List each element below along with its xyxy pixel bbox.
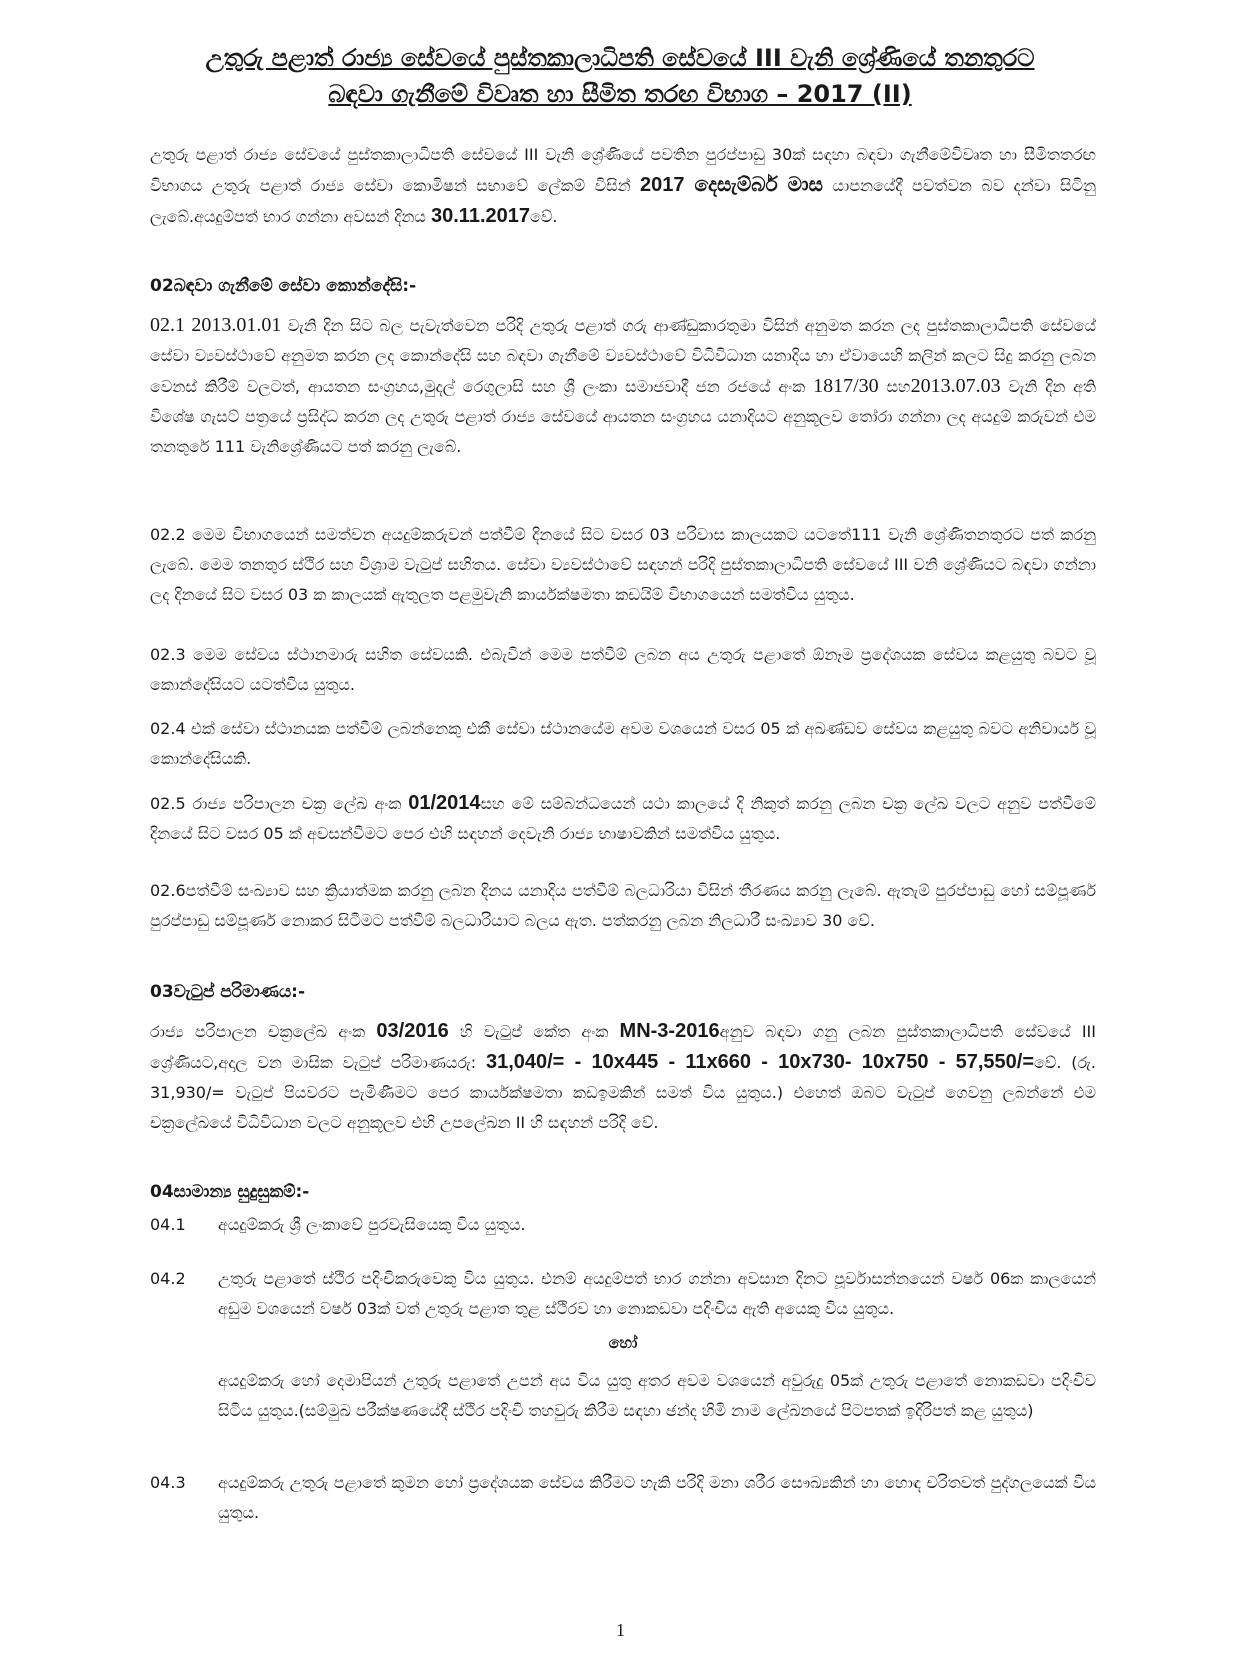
para-02-5 bbox=[150, 788, 1096, 849]
salary-text-a: රාජ්‍ය පරිපාලන චක්‍රලේඛ අංක bbox=[150, 1022, 366, 1041]
item-04-2-text: උතුරු පළාතේ ස්ථිර පදිංචිකරුවෙකු විය යුතුය. එනම් අයදුම්පත් භාර ගන්නා අවසාන දිනට පූර්වාසන්නයෙන් වර්ෂ 06ක කාලයෙන් අඩුම වශයෙන් වර්ෂ 03ක් වත් උතුරු පළාත තුළ ස්ථිරව හා නොකඩවා පදිංචිය ඇති අයෙකු විය යුතුය. bbox=[218, 1269, 1096, 1318]
section-4-heading: 04සාමාන්‍ය සුදුසුකම්:- bbox=[150, 1182, 310, 1202]
intro-text-e: වේ. bbox=[530, 207, 558, 226]
or-separator: හෝ bbox=[608, 1333, 638, 1352]
para-02-3: 02.3 මෙම සේවය ස්ථානමාරු සහිත සේවයකි. එබැවින් මෙම පත්වීම් ලබන අය උතුරු පළාතේ ඕනෑම ප්‍රදේශයක සේවය කළයුතු බවට වූ කොන්දේසියට යටත්විය යුතුය. bbox=[150, 645, 1096, 694]
intro-text-c: යාපනයේදී පවත්වන බව දන්වා සිටිනු ලැබේ.අයදුම්පත් භාර ගන්නා අවසන් දිනය bbox=[150, 176, 1097, 226]
para-02-6: 02.6පත්වීම් සංඛ්‍යාව සහ ක්‍රියාත්මක කරනු ලබන දිනය යනාදිය පත්වීම් බලධාරියා විසින් තීරණය කරනු ලැබේ. ඇතැම් පුරප්පාඩු හෝ සම්පූර්ණ පුරප්පාඩු සම්පූර්ණ නොකර සිටීමට පත්වීම් බලධාරියාට බලය ඇත. පත්කරනු ලබන නිලධාරී සංඛ්‍යාව 30 වේ. bbox=[150, 881, 1096, 930]
para-02-1 bbox=[150, 310, 1096, 462]
section-2-heading: 02බඳවා ගැනීමේ සේවා කොන්දේසි:- bbox=[150, 276, 417, 296]
document-title-line2: බඳවා ගැනීමේ විවෘත හා සීමිත තරඟ විභාග – 2017 (II) bbox=[328, 80, 912, 108]
para-02-1-and: සහ bbox=[886, 377, 911, 396]
item-04-3-number: 04.3 bbox=[150, 1473, 186, 1492]
salary-code: MN-3-2016 bbox=[619, 1020, 720, 1042]
page-number: 1 bbox=[616, 1620, 625, 1640]
item-04-1-number: 04.1 bbox=[150, 1215, 186, 1234]
gazette-number: 1817/30 bbox=[813, 375, 879, 397]
document-title-line1: උතුරු පළාත් රාජ්‍ය සේවයේ පුස්තකාලාධිපති සේවයේ III වැනි ශ්‍රේණියේ තනතුරට bbox=[205, 44, 1035, 72]
salary-text-c: හි වැටුප් කේත අංක bbox=[459, 1022, 609, 1041]
para-02-1-text: වැනි දින සිට බල පැවැත්වෙන පරිදි උතුරු පළාත් ගරු ආණ්ඩුකාරතුමා විසින් අනුමත කරන ලද පුස්තකාලාධිපති සේවයේ සේවා ව්‍යවස්ථාවේ අනුමත කරන ලද කොන්දේසි සහ බඳවා ගැනීමේ ව්‍යවස්ථාවේ විධිවිධාන යනාදිය හා ඒවායෙහි කලින් කලට සිදු කරනු ලබන වෙනස් කිරීම් වලටත්, ආයතන සංග්‍රහය,මුදල් රෙගුලාසි සහ ශ්‍රී ලංකා සමාජවාදී ජන රජයේ අංක bbox=[150, 316, 1096, 396]
gazette-date: 2013.07.03 bbox=[910, 375, 1001, 397]
intro-text-a: උතුරු පළාත් රාජ්‍ය සේවයේ පුස්තකාලාධිපති සේවයේ III වැනි ශ්‍රේණියේ පවතින පුරප්පාඩු 30ක් සඳහා බඳවා ගැනීමේවිවෘත හා සීමිතතරඟ විභාගය උතුරු පළාත් රාජ්‍ය සේවා කොමිෂන් සභාවේ ලේකම් විසින් bbox=[150, 145, 1096, 195]
item-04-1-text: අයදුම්කරු ශ්‍රී ලංකාවේ පුරවැසියෙකු විය යුතුය. bbox=[218, 1215, 526, 1234]
salary-scale: 31,040/= - 10x445 - 11x660 - 10x730- 10x750 - 57,550/= bbox=[485, 1051, 1035, 1073]
exam-month: 2017 දෙසැම්බර් මාස bbox=[640, 174, 823, 196]
item-04-3-text: අයදුම්කරු උතුරු පළාතේ කුමන හෝ ප්‍රදේශයක සේවය කිරීමට හැකි පරිදි මනා ශරීර සෞඛ්‍යකින් හා හොඳ චරිතවත් පුද්ගලයෙක් විය යුතුය. bbox=[218, 1473, 1096, 1522]
para-02-1-text-end: වැනි දින අති විශේෂ ගැසට් පත්‍රයේ ප්‍රසිද්ධ කරන ලද උතුරු පළාත් රාජ්‍ය සේවයේ ආයතන සංග්‍රහය යනාදියට අනුකූලව තෝරා ගන්නා ලද අයදුම් කරුවන් එම තනතුරේ 111 වැනිශ්‍රේණියට පත් කරනු ලැබේ. bbox=[150, 377, 1097, 456]
para-02-5-text-c: සහ මේ සම්බන්ධයෙන් යථා කාලයේ දි නිකුත් කරනු ලබන චක්‍ර ලේඛ වලට අනුව පත්වීමේ දිනයේ සිට වසර 05 ක් අවසන්වීමට පෙර එහි සඳහන් දෙවැනි රාජ්‍ය භාෂාවකින් සමත්විය යුතුය. bbox=[150, 794, 1096, 843]
para-02-4: 02.4 එක් සේවා ස්ථානයක පත්වීම් ලබන්නෙකු එකී සේවා ස්ථානයේම අවම වශයෙන් වසර 05 ක් අඛණ්ඩව සේවය කළයුතු බවට අනිවාර්ය වූ කොන්දේසියකි. bbox=[150, 719, 1096, 768]
salary-text-e: අනුව බඳවා ගනු ලබන පුස්තකාලාධිපති සේවයේ III ශ්‍රේණියට,අදාල වන මාසික වැටුප් පරිමාණයරු: bbox=[150, 1022, 1096, 1072]
salary-scale-paragraph bbox=[150, 1016, 1096, 1138]
para-02-5-text-a: 02.5 රාජ්‍ය පරිපාලන චක්‍ර ලේඛ අංක bbox=[150, 794, 402, 813]
circular-number-2016: 03/2016 bbox=[376, 1020, 449, 1042]
salary-text-g: වේ. (රු. 31,930/= වැටුප් පියවරට පැමිණීමට පෙර කාර්යක්ෂමතා කඩඉමකින් සමත් විය යුතුය.) එහෙත් ඔබට වැටුප් ගෙවනු ලබන්නේ එම චක්‍රලේඛයේ විධිවිධාන වලට අනුකූලව එහි උපලේඛන II හි සඳහන් පරිදි වේ. bbox=[150, 1053, 1096, 1132]
intro-paragraph bbox=[150, 140, 1096, 232]
para-02-1-number: 02.1 2013.01.01 bbox=[150, 314, 282, 336]
closing-date: 30.11.2017 bbox=[431, 205, 530, 227]
para-02-2: 02.2 මෙම විභාගයෙන් සමත්වන අයදුම්කරුවන් පත්වීම් දිනයේ සිට වසර 03 පරිවාස කාලයකට යටතේ111 වැනි ශ්‍රේණිතනතුරට පත් කරනු ලැබේ. මෙම තනතුර ස්ථිර සහ විශ්‍රාම වැටුප් සහිතය. සේවා ව්‍යවස්ථාවේ සඳහන් පරිදි පුස්තකාලාධිපති සේවයේ III වනි ශ්‍රේණියට බඳවා ගන්නා ලද දිනයේ සිට වසර 03 ක කාලයක් ඇතුලත පළමුවැනි කාර්යක්ෂමතා කඩයිම් විභාගයෙන් සමත්විය යුතුය. bbox=[150, 525, 1096, 604]
item-04-2-number: 04.2 bbox=[150, 1269, 186, 1288]
circular-number-2014: 01/2014 bbox=[408, 792, 481, 814]
section-3-heading: 03වැටුප් පරිමාණය:- bbox=[150, 982, 306, 1002]
item-04-2-alternative: අයදුම්කරු හෝ දෙමාපියන් උතුරු පළාතේ උපන් අය විය යුතු අතර අවම වශයෙන් අවුරුදු 05ක් උතුරු පළාතේ නොකඩවා පදිංචිව සිටිය යුතුය.(සම්මුඛ පරීක්ෂණයේදී ස්ථිර පදිංචි තහවුරු කිරීම සඳහා ඡන්ද හිමි නාම ලේඛනයේ පිටපතක් ඉදිරිපත් කළ යුතුය) bbox=[218, 1371, 1096, 1420]
